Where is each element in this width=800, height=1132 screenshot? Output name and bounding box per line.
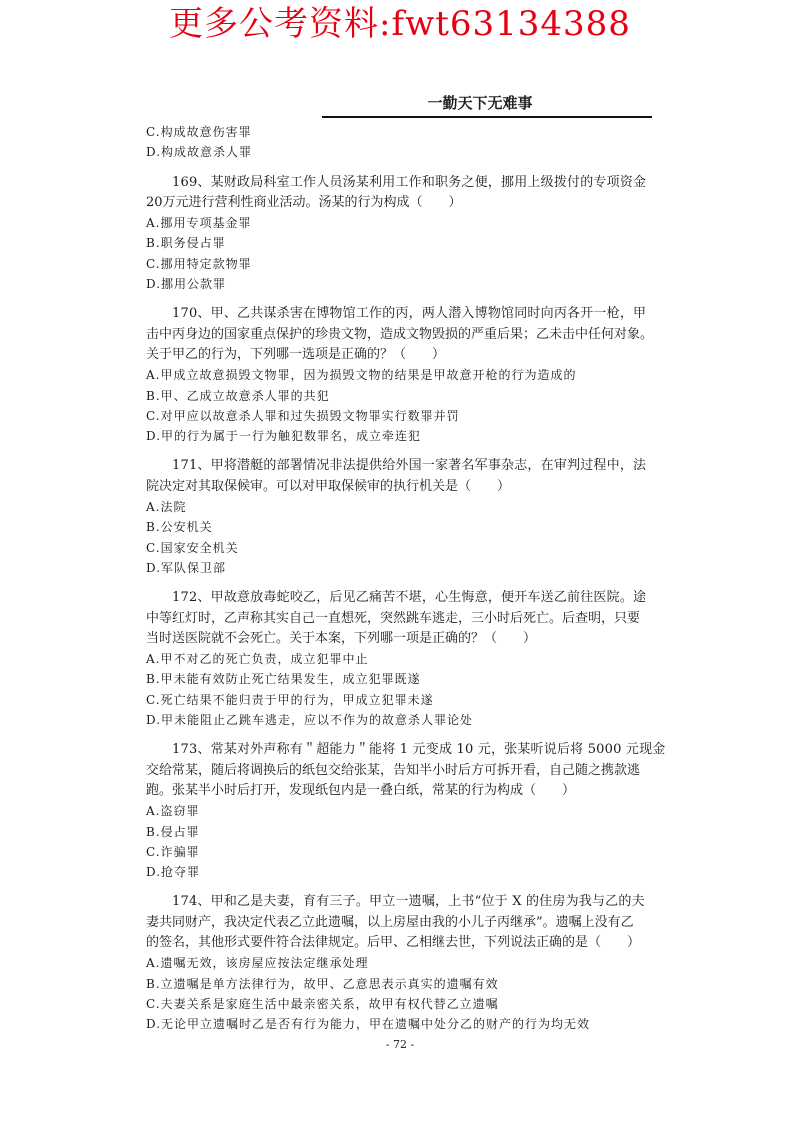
option-line: B.立遗嘱是单方法律行为，故甲、乙意思表示真实的遗嘱有效 [146,976,499,991]
option-line: D.抢夺罪 [146,865,201,880]
option-line: D.构成故意杀人罪 [146,145,253,160]
option-line: A.挪用专项基金罪 [146,216,252,231]
option-line: B.甲未能有效防止死亡结果发生，成立犯罪既遂 [146,672,421,687]
question-stem-line: 妻共同财产，我决定代表乙立此遗嘱，以上房屋由我的小儿子丙继承”。遗嘱上没有乙 [146,914,634,930]
question-170 [146,304,666,446]
option-line: C.夫妻关系是家庭生活中最亲密关系，故甲有权代替乙立遗嘱 [146,996,499,1011]
header-motto: 一勤天下无难事 [427,94,533,112]
question-stem-line: 中等红灯时，乙声称其实自己一直想死，突然跳车逃走，三小时后死亡。后查明，只要 [146,610,641,626]
option-line: C.死亡结果不能归责于甲的行为，甲成立犯罪未遂 [146,692,434,707]
question-stem-line: 169、某财政局科室工作人员汤某利用工作和职务之便，挪用上级拨付的专项资金 [172,174,647,190]
option-line: D.甲未能阻止乙跳车逃走，应以不作为的故意杀人罪论处 [146,713,474,728]
option-line: A.盗窃罪 [146,804,200,819]
option-line: B.侵占罪 [146,824,200,839]
option-line: C.对甲应以故意杀人罪和过失损毁文物罪实行数罪并罚 [146,408,460,423]
option-line: A.甲不对乙的死亡负责，成立犯罪中止 [146,652,369,667]
question-stem-line: 交给常某，随后将调换后的纸包交给张某，告知半小时后方可拆开看，自己随之携款逃 [146,762,641,778]
option-line: B.职务侵占罪 [146,236,226,251]
option-line: C.构成故意伤害罪 [146,125,252,139]
option-line: D.甲的行为属于一行为触犯数罪名，成立牵连犯 [146,429,422,444]
question-stem-line: 跑。张某半小时后打开，发现纸包内是一叠白纸，常某的行为构成（ ） [146,782,576,798]
question-169 [146,173,666,295]
question-stem-line: 173、常某对外声称有＂超能力＂能将 1 元变成 10 元，张某听说后将 5000 元现金 [172,742,666,758]
question-stem-line: 171、甲将潜艇的部署情况非法提供给外国一家著名军事杂志，在审判过程中，法 [172,458,647,474]
option-line: B.公安机关 [146,520,213,535]
question-stem-line: 院决定对其取保候审。可以对甲取保候审的执行机关是（ ） [146,478,511,494]
header-rule [322,116,652,118]
question-stem-line: 当时送医院就不会死亡。关于本案，下列哪一项是正确的？（ ） [146,630,537,646]
watermark-text: 更多公考资料:fwt63134388 [169,4,631,44]
question-172 [146,588,666,730]
page-number: - 72 - [385,1038,415,1051]
question-content [146,122,666,1034]
question-stem-line: 174、甲和乙是夫妻，育有三子。甲立一遗嘱，上书“位于 X 的住房为我与乙的夫 [172,894,645,910]
option-line: D.军队保卫部 [146,560,227,575]
question-stem-line: 的签名，其他形式要件符合法律规定。后甲、乙相继去世，下列说法正确的是（ ） [146,934,641,950]
option-line: B.甲、乙成立故意杀人罪的共犯 [146,388,330,403]
question-stem-line: 20万元进行营利性商业活动。汤某的行为构成（ ） [146,194,462,210]
option-line: A.法院 [146,500,187,515]
question-stem-line: 击中丙身边的国家重点保护的珍贵文物，造成文物毁损的严重后果；乙未击中任何对象。 [146,326,654,342]
question-stem-line: 关于甲乙的行为，下列哪一选项是正确的？（ ） [146,346,446,362]
question-stem-line: 170、甲、乙共谋杀害在博物馆工作的丙，两人潜入博物馆同时向丙各开一枪，甲 [172,306,647,322]
option-line: D.挪用公款罪 [146,277,227,292]
option-line: A.甲成立故意损毁文物罪，因为损毁文物的结果是甲故意开枪的行为造成的 [146,368,577,383]
option-line: A.遗嘱无效，该房屋应按法定继承处理 [146,956,369,971]
option-line: C.国家安全机关 [146,540,239,555]
question-171 [146,456,666,578]
question-stem-line: 172、甲故意放毒蛇咬乙，后见乙痛苦不堪，心生悔意，便开车送乙前往医院。途 [172,590,647,606]
question-173 [146,740,666,882]
question-174 [146,892,666,1034]
option-line: C.诈骗罪 [146,844,200,859]
option-line: C.挪用特定款物罪 [146,256,252,271]
option-line: D.无论甲立遗嘱时乙是否有行为能力，甲在遗嘱中处分乙的财产的行为均无效 [146,1017,591,1032]
